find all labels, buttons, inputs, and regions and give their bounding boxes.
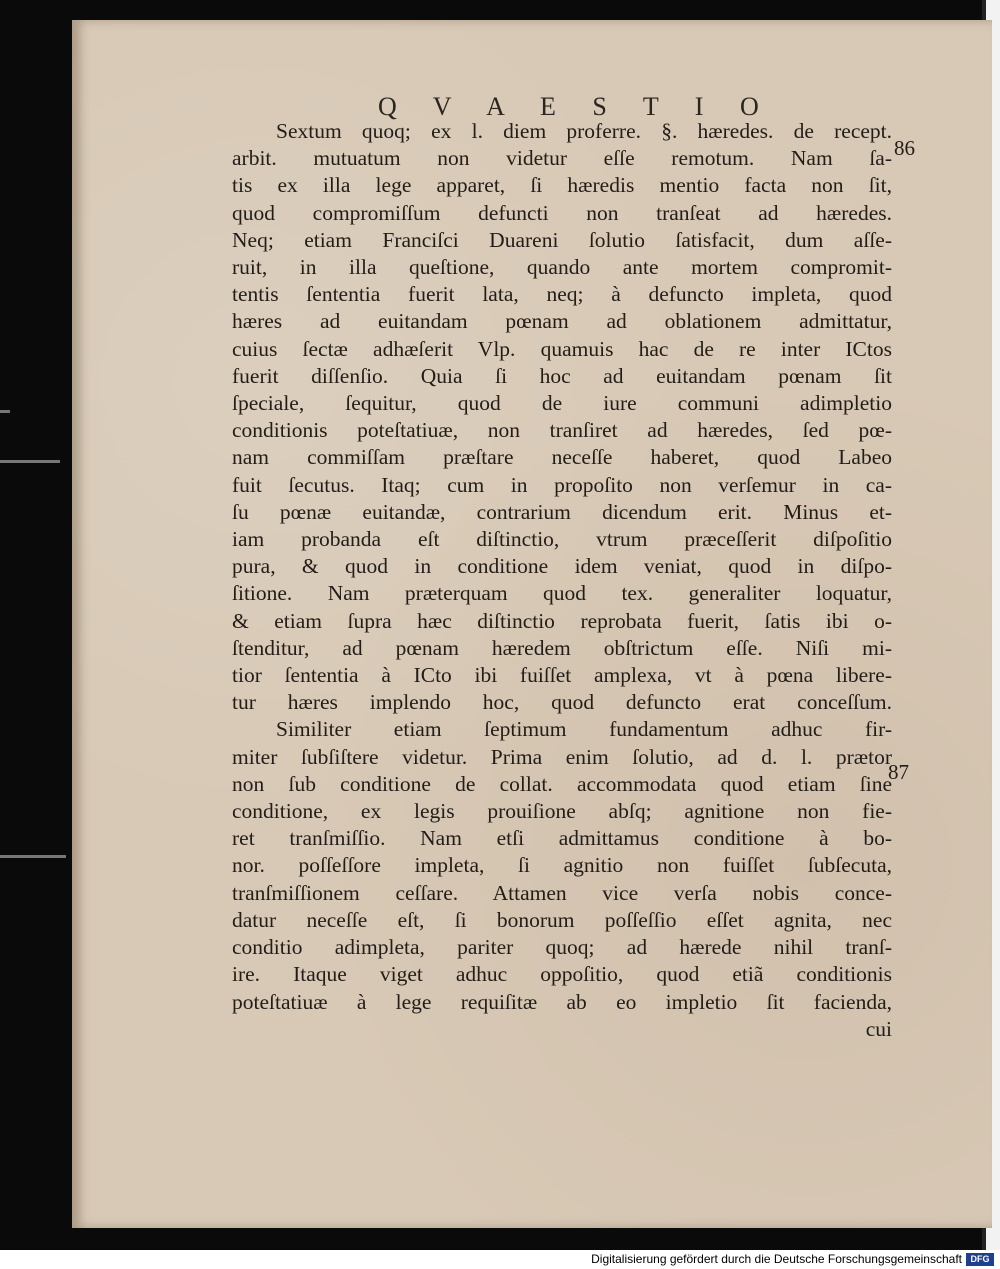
text-line: tior ſententia à ICto ibi fuiſſet amplexa, vt à pœna libere- xyxy=(232,663,892,688)
text-line: Similiter etiam ſeptimum fundamentum adhuc fir- xyxy=(276,717,892,742)
text-line: pura, & quod in conditione idem veniat, quod in diſpo- xyxy=(232,554,892,579)
scan-edge-marks xyxy=(0,400,70,880)
text-line: miter ſubſiſtere videtur. Prima enim ſolutio, ad d. l. prætor xyxy=(232,744,892,769)
text-line: fuit ſecutus. Itaq; cum in propoſito non verſemur in ca- xyxy=(232,472,892,497)
dfg-logo: DFG xyxy=(966,1253,994,1266)
body-text xyxy=(232,118,892,1043)
text-line: poteſtatiuæ à lege requiſitæ ab eo impletio ſit facienda, xyxy=(232,989,892,1014)
text-line: nam commiſſam præſtare neceſſe haberet, quod Labeo xyxy=(232,445,892,470)
text-line: cuius ſectæ adhæſerit Vlp. quamuis hac de re inter ICtos xyxy=(232,336,892,361)
text-line: arbit. mutuatum non videtur eſſe remotum. Nam ſa- xyxy=(232,146,892,171)
footer-bar xyxy=(0,1250,1000,1269)
text-line: non ſub conditione de collat. accommodata quod etiam ſine xyxy=(232,771,892,796)
text-line: ire. Itaque viget adhuc oppoſitio, quod etiã conditionis xyxy=(232,962,892,987)
text-line: tis ex illa lege apparet, ſi hæredis mentio facta non ſit, xyxy=(232,173,892,198)
text-line: fuerit diſſenſio. Quia ſi hoc ad euitandam pœnam ſit xyxy=(232,363,892,388)
text-line: conditio adimpleta, pariter quoq; ad hærede nihil tranſ- xyxy=(232,935,892,960)
text-line: datur neceſſe eſt, ſi bonorum poſſeſſio eſſet agnita, nec xyxy=(232,907,892,932)
text-line: ſpeciale, ſequitur, quod de iure communi adimpletio xyxy=(232,391,892,416)
running-head: Q V A E S T I O xyxy=(378,92,774,121)
text-line: hæres ad euitandam pœnam ad oblationem admittatur, xyxy=(232,309,892,334)
text-line: ſtenditur, ad pœnam hæredem obſtrictum eſſe. Niſi mi- xyxy=(232,635,892,660)
text-line: ruit, in illa queſtione, quando ante mortem compromit- xyxy=(232,255,892,280)
catchword: cui xyxy=(865,1016,892,1041)
text-line: ſu pœnæ euitandæ, contrarium dicendum erit. Minus et- xyxy=(232,499,892,524)
digitization-credit: Digitalisierung gefördert durch die Deutsche Forschungsgemeinschaft xyxy=(591,1252,962,1266)
text-line: iam probanda eſt diſtinctio, vtrum præceſſerit diſpoſitio xyxy=(232,527,892,552)
margin-note-87: 87 xyxy=(888,760,909,784)
text-line: ret tranſmiſſio. Nam etſi admittamus conditione à bo- xyxy=(232,826,892,851)
text-line: tentis ſententia fuerit lata, neq; à defuncto impleta, quod xyxy=(232,282,892,307)
text-line: conditione, ex legis prouiſione abſq; agnitione non fie- xyxy=(232,799,892,824)
text-line: Sextum quoq; ex l. diem proferre. §. hæredes. de recept. xyxy=(276,119,892,143)
text-line: tur hæres implendo hoc, quod defuncto erat conceſſum. xyxy=(232,690,892,715)
text-line: conditionis poteſtatiuæ, non tranſiret ad hæredes, ſed pœ- xyxy=(232,418,892,443)
margin-note-86: 86 xyxy=(894,136,915,160)
text-line: Neq; etiam Franciſci Duareni ſolutio ſatisfacit, dum aſſe- xyxy=(232,227,892,252)
text-line: quod compromiſſum defuncti non tranſeat ad hæredes. xyxy=(232,200,892,225)
text-line: nor. poſſeſſore impleta, ſi agnitio non fuiſſet ſubſecuta, xyxy=(232,853,892,878)
text-line: & etiam ſupra hæc diſtinctio reprobata fuerit, ſatis ibi o- xyxy=(232,608,892,633)
text-line: tranſmiſſionem ceſſare. Attamen vice verſa nobis conce- xyxy=(232,880,892,905)
text-line: ſitione. Nam præterquam quod tex. generaliter loquatur, xyxy=(232,581,892,606)
